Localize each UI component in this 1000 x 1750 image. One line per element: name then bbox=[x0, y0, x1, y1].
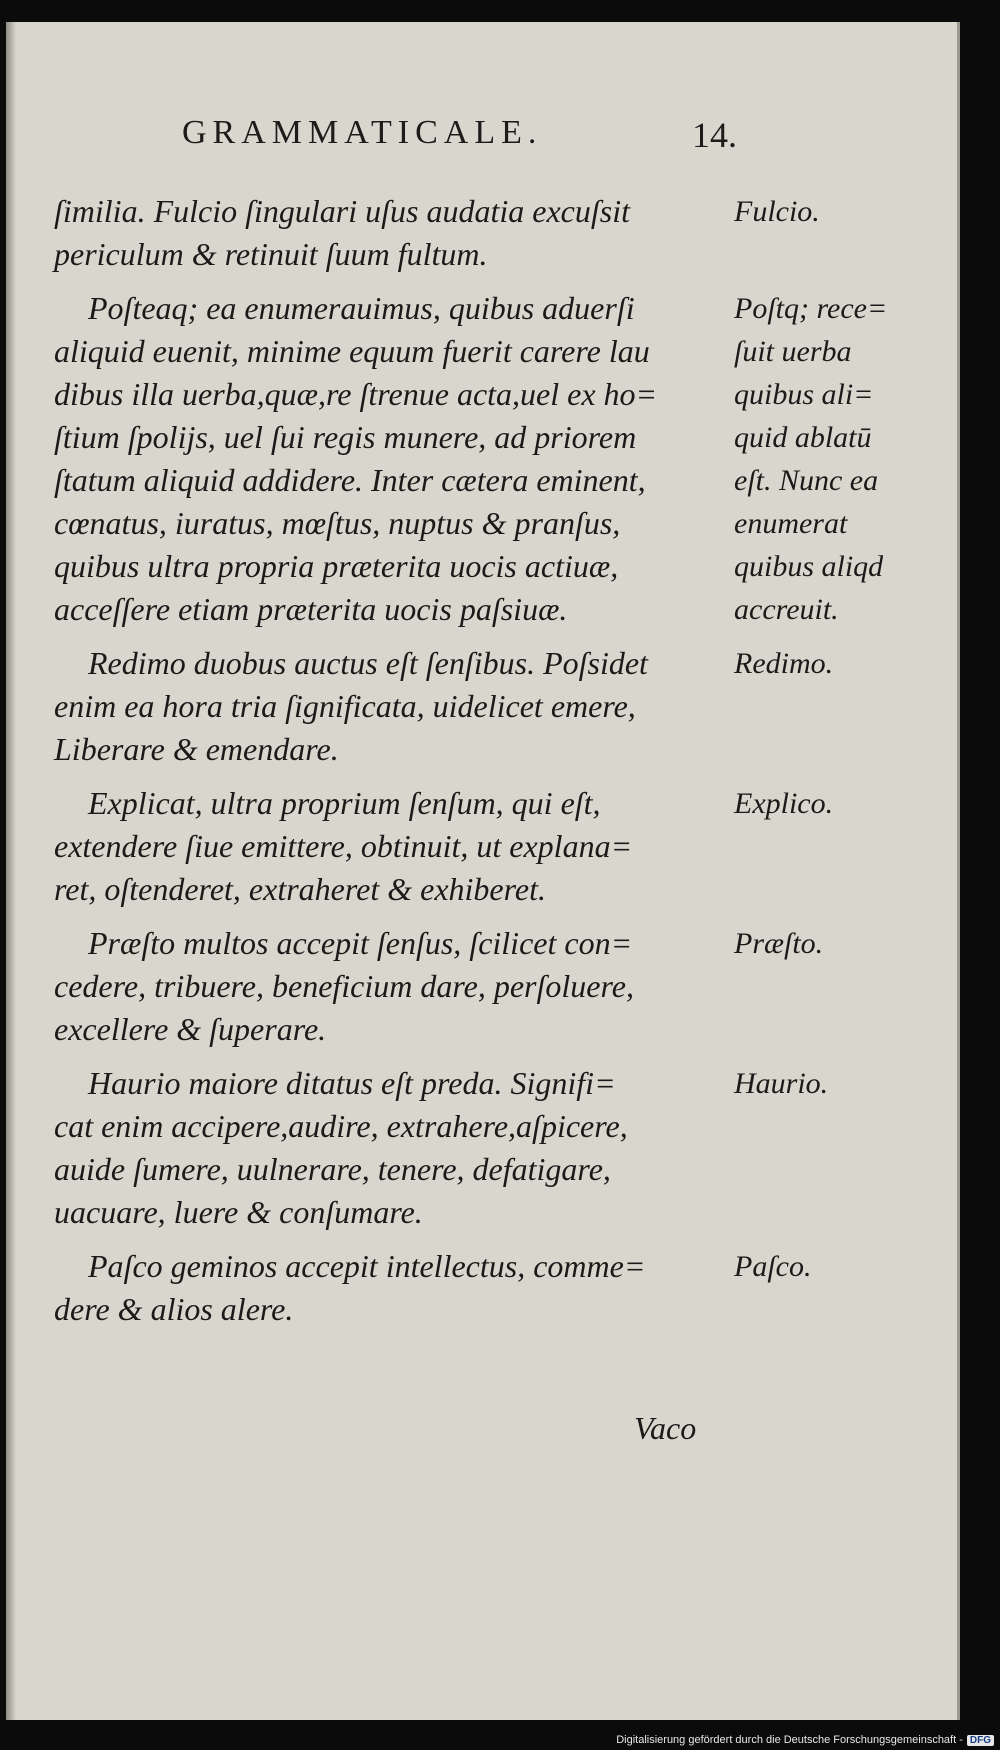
text-line: Redimo duobus auctus eſt ſenſibus. Poſsidet bbox=[88, 645, 648, 681]
text-line: ſtatum aliquid addidere. Inter cætera eminent, bbox=[54, 462, 646, 498]
paragraph bbox=[54, 1245, 734, 1331]
margin-note bbox=[734, 642, 833, 685]
paragraph bbox=[54, 190, 734, 276]
margin-note-line: quibus ali= bbox=[734, 378, 874, 411]
text-line: Poſteaq; ea enumerauimus, quibus aduerſi bbox=[88, 290, 635, 326]
margin-note bbox=[734, 190, 820, 233]
margin-note-line: Fulcio. bbox=[734, 195, 820, 228]
text-line: ſimilia. Fulcio ſingulari uſus audatia excuſsit bbox=[54, 193, 630, 229]
margin-note bbox=[734, 287, 887, 631]
credit-text: Digitalisierung gefördert durch die Deutsche Forschungsgemeinschaft - bbox=[616, 1734, 963, 1746]
text-line: Haurio maiore ditatus eſt preda. Signifi= bbox=[88, 1065, 616, 1101]
margin-note-line: Præſto. bbox=[734, 927, 824, 960]
text-line: acceſſere etiam præterita uocis paſsiuæ. bbox=[54, 591, 568, 627]
margin-note-line: quibus aliqd bbox=[734, 550, 884, 583]
text-line: ſtium ſpolijs, uel ſui regis munere, ad priorem bbox=[54, 419, 637, 455]
margin-note-line: Redimo. bbox=[734, 647, 834, 680]
text-line: periculum & retinuit ſuum fultum. bbox=[54, 236, 488, 272]
margin-note-line: eſt. Nunc ea bbox=[734, 464, 879, 497]
paragraph bbox=[54, 782, 734, 911]
margin-note-line: Haurio. bbox=[734, 1067, 829, 1100]
text-line: Præſto multos accepit ſenſus, ſcilicet con= bbox=[88, 925, 633, 961]
margin-note-line: accreuit. bbox=[734, 593, 839, 626]
text-line: cat enim accipere,audire, extrahere,aſpicere, bbox=[54, 1108, 628, 1144]
paragraph bbox=[54, 287, 734, 631]
margin-note-line: quid ablatū bbox=[734, 421, 872, 454]
book-page bbox=[6, 22, 960, 1720]
text-line: cœnatus, iuratus, mœſtus, nuptus & pranſus, bbox=[54, 505, 621, 541]
margin-note bbox=[734, 1245, 811, 1288]
paragraph bbox=[54, 922, 734, 1051]
text-line: Paſco geminos accepit intellectus, comme= bbox=[88, 1248, 646, 1284]
text-line: quibus ultra propria præterita uocis actiuæ, bbox=[54, 548, 619, 584]
paragraph bbox=[54, 1062, 734, 1234]
margin-note-line: enumerat bbox=[734, 507, 848, 540]
text-line: cedere, tribuere, beneficium dare, perſoluere, bbox=[54, 968, 634, 1004]
text-line: uacuare, luere & conſumare. bbox=[54, 1194, 423, 1230]
margin-note bbox=[734, 922, 823, 965]
text-line: extendere ſiue emittere, obtinuit, ut explana= bbox=[54, 828, 633, 864]
text-line: dibus illa uerba,quæ,re ſtrenue acta,uel ex ho= bbox=[54, 376, 658, 412]
text-line: aliquid euenit, minime equum fuerit carere lau bbox=[54, 333, 650, 369]
margin-note-line: Paſco. bbox=[734, 1250, 812, 1283]
text-line: ret, oſtenderet, extraheret & exhiberet. bbox=[54, 871, 546, 907]
text-line: excellere & ſuperare. bbox=[54, 1011, 327, 1047]
dfg-logo: DFG bbox=[967, 1735, 994, 1746]
page-header bbox=[182, 114, 917, 174]
running-head: GRAMMATICALE. bbox=[182, 114, 543, 151]
catchword: Vaco bbox=[634, 1410, 697, 1446]
digitization-credit bbox=[616, 1734, 994, 1746]
text-line: auide ſumere, uulnerare, tenere, defatigare, bbox=[54, 1151, 611, 1187]
page-number: 14. bbox=[692, 115, 737, 155]
margin-note-line: ſuit uerba bbox=[734, 335, 852, 368]
text-line: Liberare & emendare. bbox=[54, 731, 339, 767]
margin-note bbox=[734, 1062, 828, 1105]
margin-note-line: Poſtq; rece= bbox=[734, 292, 888, 325]
margin-note-line: Explico. bbox=[734, 787, 834, 820]
text-line: dere & alios alere. bbox=[54, 1291, 294, 1327]
margin-note bbox=[734, 782, 833, 825]
gutter-shadow bbox=[6, 22, 16, 1720]
paragraph bbox=[54, 642, 734, 771]
text-line: enim ea hora tria ſignificata, uidelicet emere, bbox=[54, 688, 636, 724]
main-text bbox=[54, 190, 734, 1342]
text-line: Explicat, ultra proprium ſenſum, qui eſt, bbox=[88, 785, 601, 821]
